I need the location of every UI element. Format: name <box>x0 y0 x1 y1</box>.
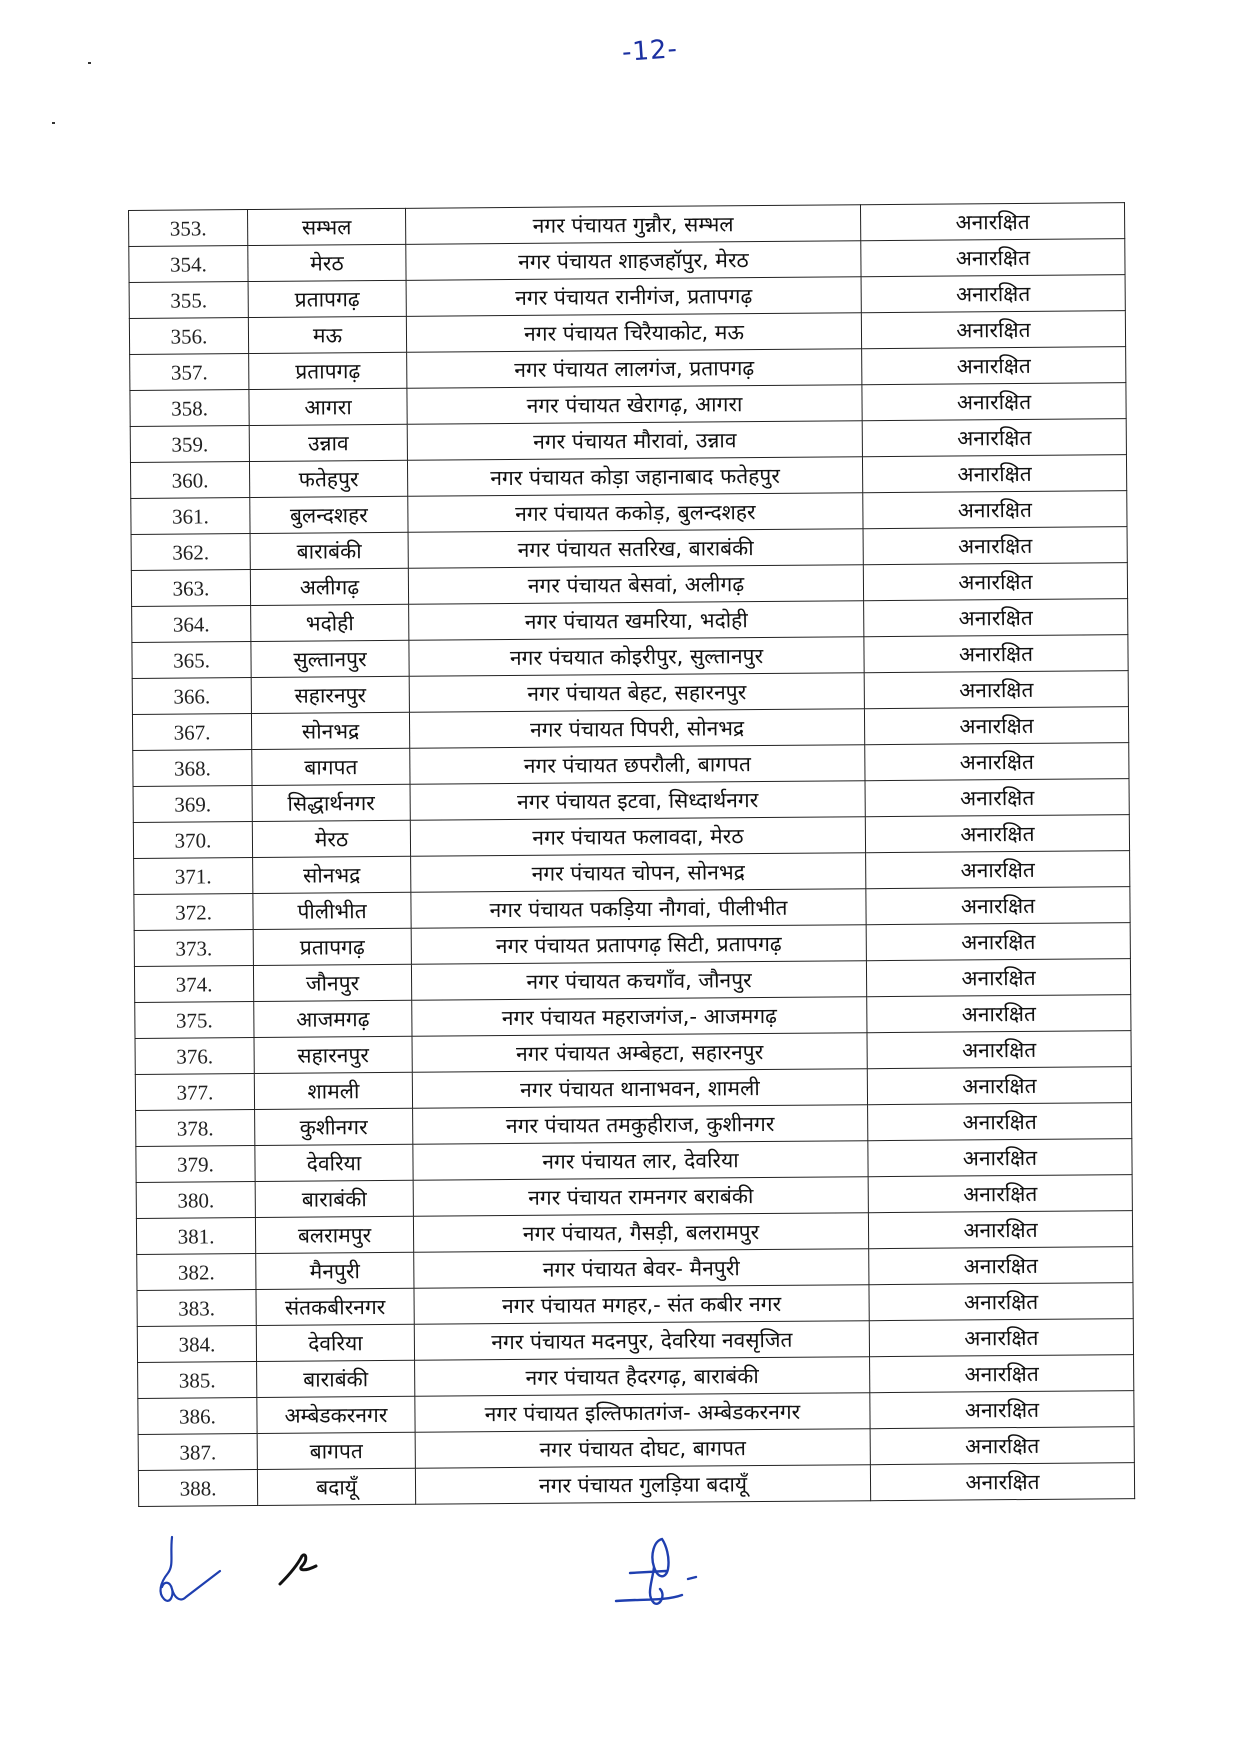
local-body-cell: नगर पंचायत शाहजहॉपुर, मेरठ <box>406 241 861 281</box>
reservation-category-cell: अनारक्षित <box>866 851 1130 889</box>
serial-number-cell: 364. <box>132 606 251 643</box>
local-body-cell: नगर पंचायत खेरागढ़, आगरा <box>407 385 862 425</box>
local-body-cell: नगर पंचायत मौरावां, उन्नाव <box>407 421 862 461</box>
reservation-category-cell: अनारक्षित <box>867 1031 1131 1069</box>
serial-number-cell: 361. <box>131 498 250 535</box>
serial-number-cell: 375. <box>135 1002 254 1039</box>
serial-number-cell: 387. <box>138 1434 257 1471</box>
reservation-category-cell: अनारक्षित <box>870 1427 1134 1465</box>
local-body-cell: नगर पंचायत तमकुहीराज, कुशीनगर <box>413 1105 868 1145</box>
district-cell: अम्बेडकरनगर <box>257 1396 415 1433</box>
local-body-cell: नगर पंचायत कोड़ा जहानाबाद फतेहपुर <box>407 457 862 497</box>
serial-number-cell: 384. <box>137 1326 256 1363</box>
reservation-category-cell: अनारक्षित <box>864 671 1128 709</box>
local-body-cell: नगर पंचायत अम्बेहटा, सहारनपुर <box>412 1033 867 1073</box>
local-body-cell: नगर पंचयात कोइरीपुर, सुल्तानपुर <box>409 637 864 677</box>
table-row <box>138 1463 1134 1507</box>
local-body-cell: नगर पंचायत लार, देवरिया <box>413 1141 868 1181</box>
district-cell: बाराबंकी <box>257 1360 415 1397</box>
reservation-category-cell: अनारक्षित <box>865 779 1129 817</box>
serial-number-cell: 358. <box>130 390 249 427</box>
district-cell: सोनभद्र <box>253 856 411 893</box>
serial-number-cell: 370. <box>133 822 252 859</box>
reservation-category-cell: अनारक्षित <box>866 923 1130 961</box>
district-cell: आगरा <box>249 388 407 425</box>
serial-number-cell: 369. <box>133 786 252 823</box>
serial-number-cell: 388. <box>138 1470 257 1507</box>
local-body-cell: नगर पंचायत इटवा, सिध्दार्थनगर <box>410 781 865 821</box>
reservation-category-cell: अनारक्षित <box>869 1283 1133 1321</box>
local-body-cell: नगर पंचायत ककोड़, बुलन्दशहर <box>408 493 863 533</box>
serial-number-cell: 357. <box>130 354 249 391</box>
district-cell: देवरिया <box>255 1144 413 1181</box>
district-cell: मेरठ <box>252 820 410 857</box>
district-cell: बदायूँ <box>257 1468 415 1505</box>
district-cell: प्रतापगढ़ <box>249 352 407 389</box>
district-cell: मेरठ <box>248 244 406 281</box>
district-cell: बागपत <box>252 748 410 785</box>
serial-number-cell: 385. <box>138 1362 257 1399</box>
reservation-category-cell: अनारक्षित <box>868 1175 1132 1213</box>
district-cell: सहारनपुर <box>254 1036 412 1073</box>
reservation-category-cell: अनारक्षित <box>865 815 1129 853</box>
reservation-category-cell: अनारक्षित <box>869 1247 1133 1285</box>
district-cell: कुशीनगर <box>255 1108 413 1145</box>
local-body-cell: नगर पंचायत गुन्नौर, सम्भल <box>405 205 860 245</box>
reservation-category-cell: अनारक्षित <box>864 635 1128 673</box>
local-body-cell: नगर पंचायत छपरौली, बागपत <box>410 745 865 785</box>
local-body-cell: नगर पंचायत चिरैयाकोट, मऊ <box>406 313 861 353</box>
reservation-category-cell: अनारक्षित <box>868 1139 1132 1177</box>
serial-number-cell: 377. <box>135 1074 254 1111</box>
district-cell: सम्भल <box>248 208 406 245</box>
serial-number-cell: 376. <box>135 1038 254 1075</box>
district-cell: मऊ <box>248 316 406 353</box>
district-cell: बलरामपुर <box>255 1216 413 1253</box>
reservation-category-cell: अनारक्षित <box>867 1067 1131 1105</box>
reservation-category-cell: अनारक्षित <box>863 527 1127 565</box>
serial-number-cell: 372. <box>134 894 253 931</box>
serial-number-cell: 360. <box>130 462 249 499</box>
serial-number-cell: 378. <box>136 1110 255 1147</box>
local-body-cell: नगर पंचायत मगहर,- संत कबीर नगर <box>414 1285 869 1325</box>
serial-number-cell: 354. <box>129 246 248 283</box>
local-body-cell: नगर पंचायत कचगॉंव, जौनपुर <box>411 961 866 1001</box>
serial-number-cell: 379. <box>136 1146 255 1183</box>
serial-number-cell: 367. <box>132 714 251 751</box>
serial-number-cell: 362. <box>131 534 250 571</box>
reservation-category-cell: अनारक्षित <box>864 707 1128 745</box>
reservation-category-cell: अनारक्षित <box>864 599 1128 637</box>
serial-number-cell: 382. <box>137 1254 256 1291</box>
district-cell: प्रतापगढ़ <box>253 928 411 965</box>
local-body-cell: नगर पंचायत लालगंज, प्रतापगढ़ <box>407 349 862 389</box>
reservation-category-cell: अनारक्षित <box>862 347 1126 385</box>
serial-number-cell: 368. <box>133 750 252 787</box>
signature-middle <box>272 1550 332 1590</box>
district-cell: बागपत <box>257 1432 415 1469</box>
serial-number-cell: 355. <box>129 282 248 319</box>
reservation-category-cell: अनारक्षित <box>868 1211 1132 1249</box>
scan-mark <box>88 62 91 64</box>
local-body-cell: नगर पंचायत बेवर- मैनपुरी <box>414 1249 869 1289</box>
serial-number-cell: 356. <box>129 318 248 355</box>
local-body-cell: नगर पंचायत दोघट, बागपत <box>415 1429 870 1469</box>
serial-number-cell: 381. <box>136 1218 255 1255</box>
reservation-category-cell: अनारक्षित <box>860 203 1124 241</box>
serial-number-cell: 365. <box>132 642 251 679</box>
reservation-category-cell: अनारक्षित <box>867 995 1131 1033</box>
reservation-category-cell: अनारक्षित <box>870 1391 1134 1429</box>
reservation-category-cell: अनारक्षित <box>870 1463 1134 1501</box>
serial-number-cell: 374. <box>134 966 253 1003</box>
reservation-category-cell: अनारक्षित <box>862 455 1126 493</box>
local-body-cell: नगर पंचायत प्रतापगढ़ सिटी, प्रतापगढ़ <box>411 925 866 965</box>
serial-number-cell: 366. <box>132 678 251 715</box>
local-body-cell: नगर पंचायत बेसवां, अलीगढ़ <box>408 565 863 605</box>
district-cell: सुल्तानपुर <box>251 640 409 677</box>
local-body-cell: नगर पंचायत फलावदा, मेरठ <box>410 817 865 857</box>
district-cell: जौनपुर <box>253 964 411 1001</box>
district-cell: सहारनपुर <box>251 676 409 713</box>
local-body-cell: नगर पंचायत रामनगर बराबंकी <box>413 1177 868 1217</box>
reservation-category-cell: अनारक्षित <box>866 959 1130 997</box>
reservation-category-cell: अनारक्षित <box>865 743 1129 781</box>
district-cell: अलीगढ़ <box>250 568 408 605</box>
local-body-cell: नगर पंचायत मदनपुर, देवरिया नवसृजित <box>414 1321 869 1361</box>
district-cell: संतकबीरनगर <box>256 1288 414 1325</box>
district-cell: मैनपुरी <box>256 1252 414 1289</box>
serial-number-cell: 383. <box>137 1290 256 1327</box>
district-cell: पीलीभीत <box>253 892 411 929</box>
local-body-cell: नगर पंचायत खमरिया, भदोही <box>409 601 864 641</box>
local-body-cell: नगर पंचायत पकड़िया नौगवां, पीलीभीत <box>411 889 866 929</box>
district-cell: बुलन्दशहर <box>250 496 408 533</box>
serial-number-cell: 386. <box>138 1398 257 1435</box>
district-cell: बाराबंकी <box>255 1180 413 1217</box>
reservation-category-cell: अनारक्षित <box>862 383 1126 421</box>
table-body <box>129 203 1135 1507</box>
district-cell: प्रतापगढ़ <box>248 280 406 317</box>
reservation-category-cell: अनारक्षित <box>863 491 1127 529</box>
reservation-category-cell: अनारक्षित <box>861 311 1125 349</box>
reservation-category-cell: अनारक्षित <box>861 275 1125 313</box>
district-cell: उन्नाव <box>249 424 407 461</box>
local-body-cell: नगर पंचायत पिपरी, सोनभद्र <box>409 709 864 749</box>
reservation-category-cell: अनारक्षित <box>868 1103 1132 1141</box>
district-cell: बाराबंकी <box>250 532 408 569</box>
local-body-cell: नगर पंचायत बेहट, सहारनपुर <box>409 673 864 713</box>
district-cell: देवरिया <box>256 1324 414 1361</box>
local-body-cell: नगर पंचायत, गैसड़ी, बलरामपुर <box>413 1213 868 1253</box>
local-body-cell: नगर पंचायत गुलड़िया बदायूँ <box>415 1465 870 1505</box>
district-cell: शामली <box>254 1072 412 1109</box>
serial-number-cell: 363. <box>131 570 250 607</box>
reservation-category-cell: अनारक्षित <box>866 887 1130 925</box>
signature-left <box>150 1535 230 1615</box>
local-body-cell: नगर पंचायत चोपन, सोनभद्र <box>411 853 866 893</box>
signature-right <box>610 1535 730 1625</box>
reservation-category-cell: अनारक्षित <box>863 563 1127 601</box>
local-body-cell: नगर पंचायत रानीगंज, प्रतापगढ़ <box>406 277 861 317</box>
serial-number-cell: 359. <box>130 426 249 463</box>
serial-number-cell: 380. <box>136 1182 255 1219</box>
local-body-cell: नगर पंचायत सतरिख, बाराबंकी <box>408 529 863 569</box>
scan-mark <box>52 122 55 124</box>
serial-number-cell: 353. <box>129 210 248 247</box>
reservation-category-cell: अनारक्षित <box>870 1355 1134 1393</box>
district-cell: सोनभद्र <box>251 712 409 749</box>
district-cell: भदोही <box>251 604 409 641</box>
reservation-category-cell: अनारक्षित <box>861 239 1125 277</box>
local-body-cell: नगर पंचायत इल्तिफातगंज- अम्बेडकरनगर <box>415 1393 870 1433</box>
district-cell: आजमगढ़ <box>254 1000 412 1037</box>
local-body-cell: नगर पंचायत महराजगंज,- आजमगढ़ <box>412 997 867 1037</box>
district-cell: सिद्धार्थनगर <box>252 784 410 821</box>
local-body-cell: नगर पंचायत हैदरगढ़, बाराबंकी <box>415 1357 870 1397</box>
reservation-table <box>128 202 1135 1507</box>
serial-number-cell: 373. <box>134 930 253 967</box>
reservation-category-cell: अनारक्षित <box>869 1319 1133 1357</box>
local-body-cell: नगर पंचायत थानाभवन, शामली <box>412 1069 867 1109</box>
district-cell: फतेहपुर <box>249 460 407 497</box>
reservation-category-cell: अनारक्षित <box>862 419 1126 457</box>
serial-number-cell: 371. <box>134 858 253 895</box>
page-number: -12- <box>621 34 679 68</box>
